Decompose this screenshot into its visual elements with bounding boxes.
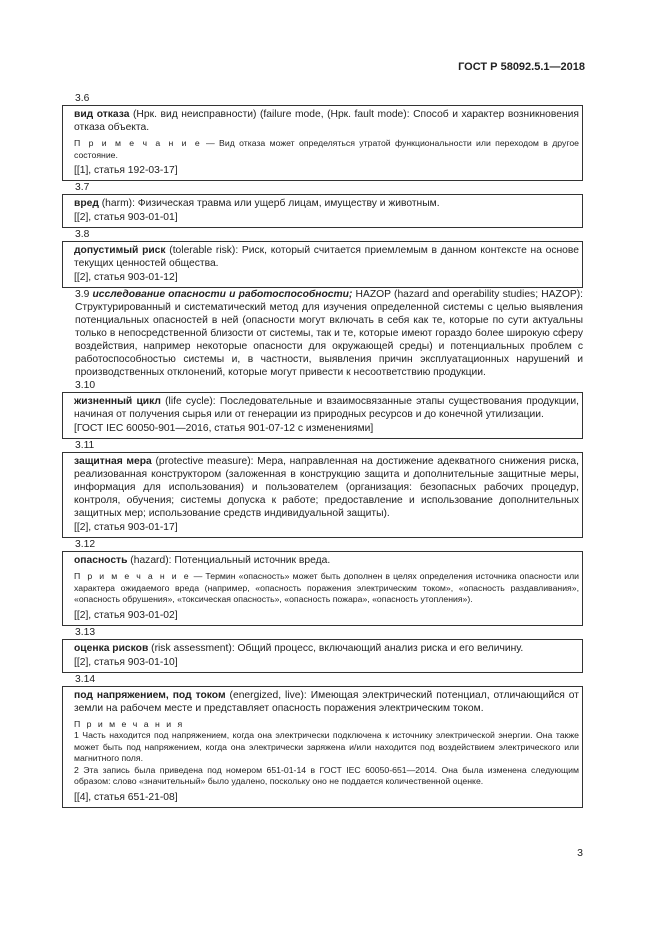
term-definition: (life cycle): Последовательные и взаимосвязанные этапы существования продукции, начиная от получения сырья или от генерации из природных ресурсов и до конечной утилизации. — [74, 396, 579, 420]
document-header: ГОСТ Р 58092.5.1—2018 — [458, 61, 585, 73]
entry-number: 3.14 — [75, 673, 96, 685]
note-2: 2 Эта запись была приведена под номером 651-01-14 в ГОСТ IEC 60050-651—2014. Она была изменена следующим образом: слово «значительный» было удалено, поскольку оно не поддается количественной оценке. — [74, 764, 579, 786]
term-name: вред — [74, 198, 99, 209]
term-definition: (tolerable risk): Риск, который считается приемлемым в данном контексте на основе текущих ценностей общества. — [74, 245, 579, 269]
term-definition: (harm): Физическая травма или ущерб лицам, имуществу и животным. — [98, 198, 440, 209]
note-label: П р и м е ч а н и е — [74, 571, 191, 581]
page-number: 3 — [577, 847, 583, 859]
term-source: [[2], статья 903-01-02] — [74, 609, 178, 621]
entry-number: 3.8 — [75, 229, 90, 240]
term-entry-box — [62, 639, 583, 673]
term-source: [[2], статья 903-01-12] — [74, 272, 178, 283]
term-name: жизненный цикл — [74, 396, 161, 407]
term-entry-box — [62, 194, 583, 228]
term-definition: (energized, live): Имеющая электрический потенциал, отличающийся от земли на рабочем месте и представляет опасность поражения электрическим током. — [74, 689, 580, 714]
entry-number: 3.12 — [75, 539, 96, 550]
term-entry-box — [62, 686, 583, 808]
note-1: 1 Часть находится под напряжением, когда она электрически подключена к источнику электрической энергии. Она также может быть под напряжением, когда она электрически заряжена и/или находится под воздействием электрического или магнитного поля. — [74, 730, 579, 763]
entry-number: 3.9 — [75, 289, 90, 300]
note-text: — Вид отказа может определяться утратой функциональности или переходом в другое состояние. — [74, 138, 579, 160]
notes-label: П р и м е ч а н и я — [74, 718, 185, 729]
term-source: [[1], статья 192-03-17] — [74, 165, 178, 176]
term-name: защитная мера — [74, 456, 152, 467]
term-definition: (risk assessment): Общий процесс, включающий анализ риска и его величину. — [148, 642, 524, 654]
term-name: оценка рисков — [74, 642, 149, 654]
terms-section — [62, 92, 583, 808]
note-text: — Термин «опасность» может быть дополнен в целях определения источника опасности или характера ожидаемого вреда (например, «опасность поражения электрическим током», «опасность раздавливания», «опасность обрушения», «токсическая опасность», «опасность пожара», «опасность утопления»). — [74, 571, 579, 604]
term-source: [[2], статья 903-01-17] — [74, 522, 178, 533]
note-label: П р и м е ч а н и е — [74, 138, 202, 148]
term-name: опасность — [74, 555, 128, 566]
term-source: [ГОСТ IEC 60050-901—2016, статья 901-07-12 с изменениями] — [74, 423, 374, 434]
term-entry-box — [62, 452, 583, 538]
hazop-entry — [62, 288, 583, 379]
term-source: [[2], статья 903-01-01] — [74, 212, 178, 223]
term-name: вид отказа — [74, 109, 130, 120]
term-name: допустимый риск — [74, 245, 166, 256]
entry-number: 3.6 — [75, 93, 90, 104]
term-entry-box — [62, 105, 583, 181]
entry-number: 3.11 — [75, 440, 95, 451]
term-entry-box — [62, 392, 583, 439]
entry-number: 3.10 — [75, 380, 96, 391]
term-abbreviation: HAZOP — [352, 289, 391, 300]
term-definition: (hazard): Потенциальный источник вреда. — [127, 555, 331, 566]
entry-number: 3.7 — [75, 182, 90, 193]
term-source: [[2], статья 903-01-10] — [74, 656, 178, 668]
term-definition: (Нрк. вид неисправности) (failure mode, (Нрк. fault mode): Способ и характер возникновения отказа объекта. — [74, 109, 579, 133]
term-entry-box — [62, 551, 583, 626]
term-definition: (hazard and operability studies; HAZOP): Структурированный и систематический метод для изучения определенной системы с целью выявления потенциальных опасностей в ней (опасности могут включать в себя как те, которые по сути актуальны только в непосредственной близости от системы, так и те, которые имеют гораздо более широкую сферу воздействия, например некоторые опасности для окружающей среды) и потенциальных проблем с работоспособностью системы и, в частности, выявления причин эксплуатационных нарушений и производственных отклонений, которые могут привести к несоответствию продукции. — [75, 289, 583, 378]
entry-number: 3.13 — [75, 626, 96, 638]
term-source: [[4], статья 651-21-08] — [74, 791, 178, 803]
term-definition: (protective measure): Мера, направленная на достижение адекватного снижения риска, реализованная конструктором (заложенная в конструкцию защита и дополнительные защитные меры, информация для использования) и пользователем (организация: безопасных рабочих процедур, контроля, обучения; системы допуска к работе; предоставление и использование дополнительных защитных мер; использование средств индивидуальной защиты). — [74, 456, 579, 519]
term-entry-box — [62, 241, 583, 288]
term-name: под напряжением, под током — [74, 689, 226, 701]
term-name: исследование опасности и работоспособности; — [92, 289, 353, 300]
